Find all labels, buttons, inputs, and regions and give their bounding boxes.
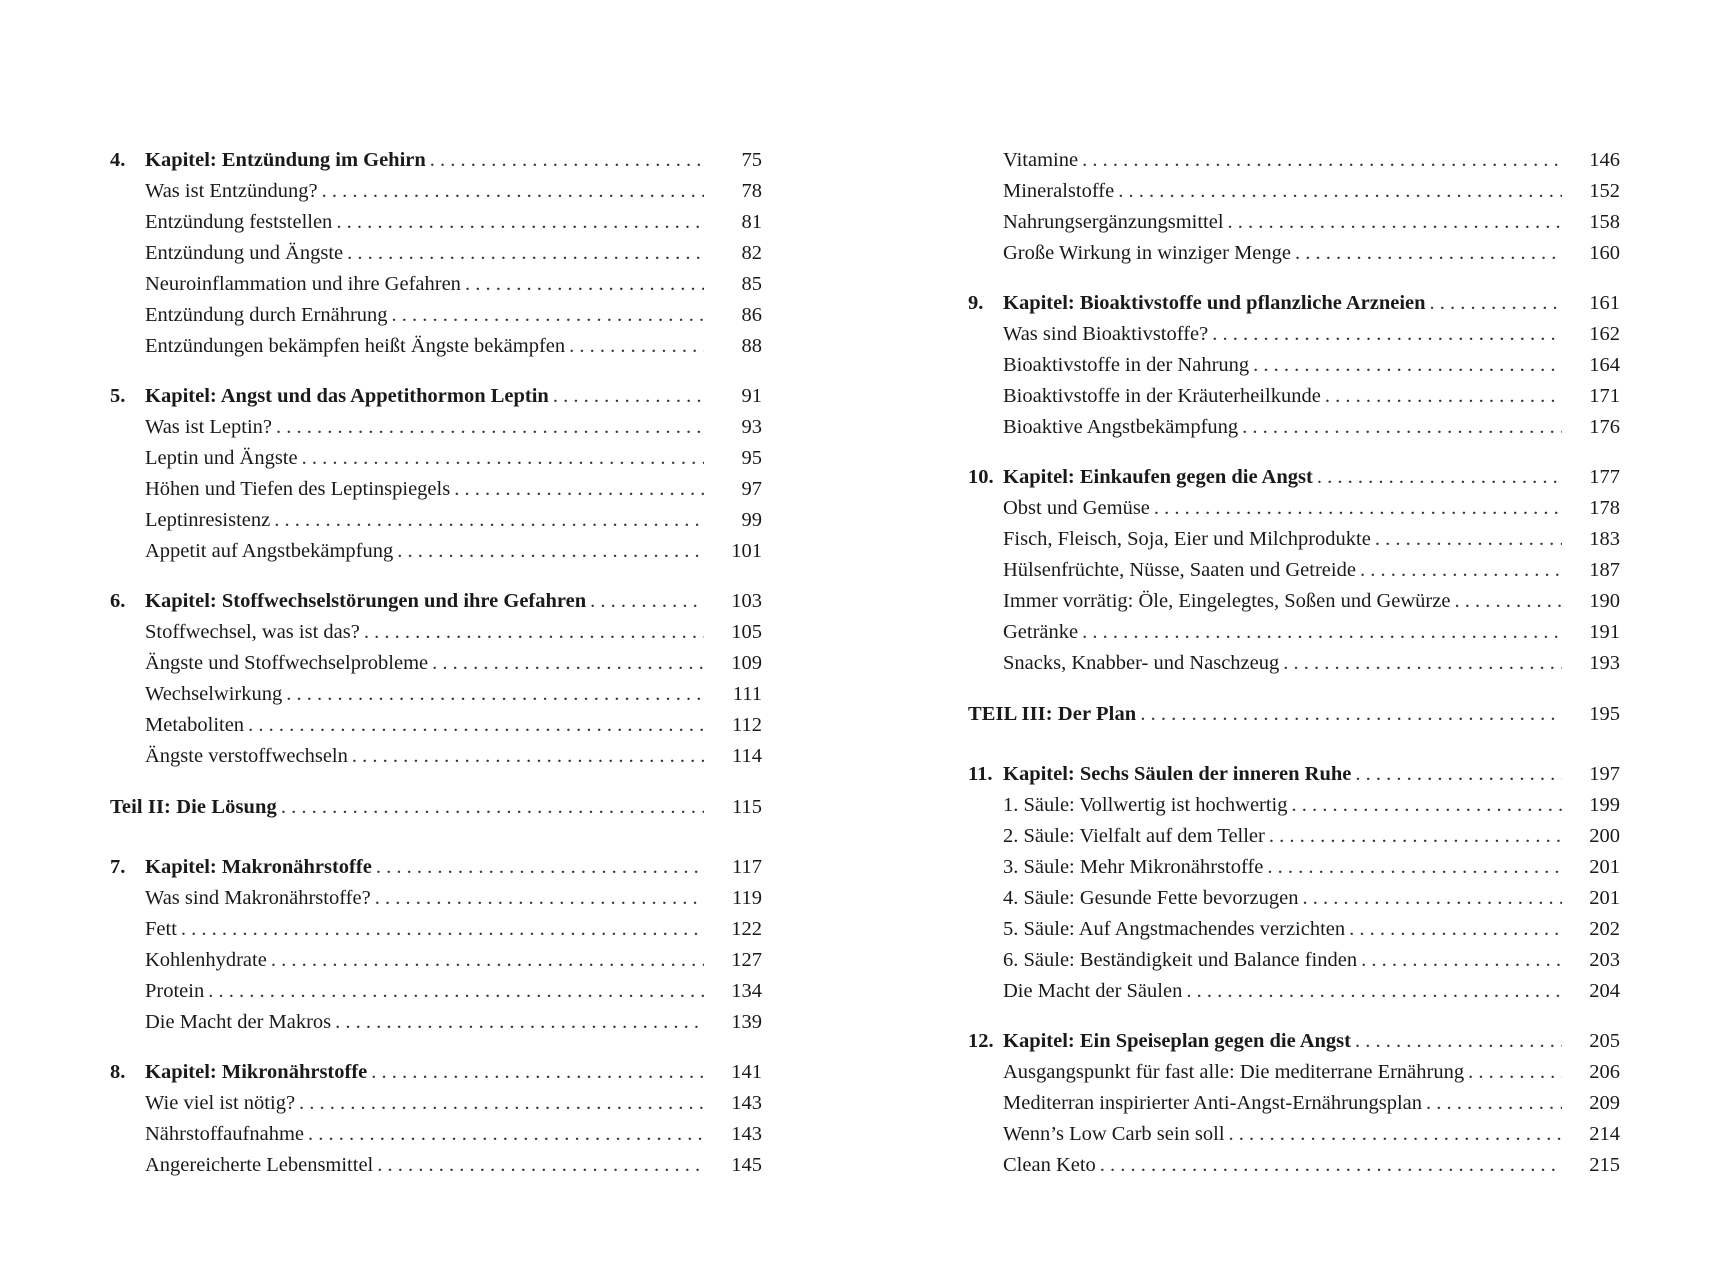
page-number: 206	[1589, 1061, 1620, 1083]
toc-entry	[110, 269, 762, 300]
chapter-number: 11.	[968, 763, 993, 785]
toc-chapter-heading	[110, 381, 762, 412]
dot-leader	[1154, 493, 1562, 524]
toc-entry	[110, 617, 762, 648]
page-number: 187	[1589, 559, 1620, 581]
dot-leader	[1302, 883, 1562, 914]
entry-title: Was ist Leptin?	[145, 416, 273, 438]
page-number: 81	[741, 211, 762, 233]
page-number: 117	[732, 856, 762, 878]
page-number: 201	[1589, 887, 1620, 909]
dot-leader	[1317, 462, 1562, 493]
dot-leader	[1267, 852, 1562, 883]
entry-title: Nährstoffaufnahme	[145, 1123, 305, 1145]
page-number: 141	[731, 1061, 762, 1083]
chapter-number: 5.	[110, 385, 126, 407]
dot-leader	[364, 617, 704, 648]
page-number: 127	[731, 949, 762, 971]
toc-entry	[110, 976, 762, 1007]
entry-title: Wenn’s Low Carb sein soll	[1003, 1123, 1225, 1145]
page-number: 93	[741, 416, 762, 438]
dot-leader	[286, 679, 704, 710]
entry-title: TEIL III: Der Plan	[968, 703, 1137, 725]
toc-chapter-heading	[110, 852, 762, 883]
page-number: 203	[1589, 949, 1620, 971]
entry-title: Kapitel: Bioaktivstoffe und pflanzliche Arzneien	[1003, 292, 1426, 314]
toc-section	[968, 759, 1620, 1007]
entry-title: Wie viel ist nötig?	[145, 1092, 296, 1114]
toc-section	[968, 1026, 1620, 1181]
dot-leader	[432, 648, 704, 679]
entry-title: 4. Säule: Gesunde Fette bevorzugen	[1003, 887, 1299, 909]
toc-entry	[110, 710, 762, 741]
page-number: 88	[741, 335, 762, 357]
entry-title: Stoffwechsel, was ist das?	[145, 621, 360, 643]
dot-leader	[1118, 176, 1562, 207]
entry-title: Kapitel: Ein Speiseplan gegen die Angst	[1003, 1030, 1351, 1052]
toc-entry	[110, 679, 762, 710]
dot-leader	[371, 1057, 704, 1088]
page-number: 201	[1589, 856, 1620, 878]
toc-entry	[968, 350, 1620, 381]
entry-title: Kohlenhydrate	[145, 949, 267, 971]
page-number: 205	[1589, 1030, 1620, 1052]
entry-title: Mediterran inspirierter Anti-Angst-Ernährungsplan	[1003, 1092, 1422, 1114]
toc-entry	[968, 1088, 1620, 1119]
chapter-number: 12.	[968, 1030, 994, 1052]
entry-title: Bioaktivstoffe in der Kräuterheilkunde	[1003, 385, 1321, 407]
toc-section	[968, 145, 1620, 269]
entry-title: Bioaktivstoffe in der Nahrung	[1003, 354, 1250, 376]
toc-entry	[968, 1057, 1620, 1088]
dot-leader	[553, 381, 704, 412]
toc-entry	[110, 238, 762, 269]
page-number: 122	[731, 918, 762, 940]
entry-title: Entzündung feststellen	[145, 211, 333, 233]
entry-title: Kapitel: Sechs Säulen der inneren Ruhe	[1003, 763, 1352, 785]
dot-leader	[1426, 1088, 1562, 1119]
toc-chapter-heading	[968, 1026, 1620, 1057]
toc-entry	[110, 1007, 762, 1038]
entry-title: Was sind Bioaktivstoffe?	[1003, 323, 1209, 345]
entry-title: 3. Säule: Mehr Mikronährstoffe	[1003, 856, 1264, 878]
toc-entry	[968, 238, 1620, 269]
dot-leader	[335, 1007, 704, 1038]
dot-leader	[1355, 759, 1562, 790]
page-number: 139	[731, 1011, 762, 1033]
dot-leader	[1242, 412, 1562, 443]
toc-right-page	[968, 145, 1620, 1200]
page-number: 171	[1589, 385, 1620, 407]
toc-entry	[968, 914, 1620, 945]
dot-leader	[1295, 238, 1562, 269]
toc-section	[968, 699, 1620, 730]
entry-title: Kapitel: Entzündung im Gehirn	[145, 149, 426, 171]
dot-leader	[1454, 586, 1562, 617]
toc-section	[110, 145, 762, 362]
dot-leader	[1349, 914, 1562, 945]
entry-title: 5. Säule: Auf Angstmachendes verzichten	[1003, 918, 1346, 940]
dot-leader	[1468, 1057, 1562, 1088]
toc-chapter-heading	[968, 462, 1620, 493]
toc-part-heading	[110, 792, 762, 823]
entry-title: Fett	[145, 918, 177, 940]
toc-chapter-heading	[968, 288, 1620, 319]
page-number: 190	[1589, 590, 1620, 612]
toc-entry	[110, 300, 762, 331]
dot-leader	[430, 145, 704, 176]
entry-title: Snacks, Knabber- und Naschzeug	[1003, 652, 1280, 674]
toc-entry	[968, 524, 1620, 555]
entry-title: Kapitel: Einkaufen gegen die Angst	[1003, 466, 1313, 488]
chapter-number: 10.	[968, 466, 994, 488]
toc-entry	[110, 1119, 762, 1150]
page-number: 161	[1589, 292, 1620, 314]
toc-section	[110, 381, 762, 567]
dot-leader	[397, 536, 704, 567]
toc-section	[968, 462, 1620, 679]
page-number: 112	[732, 714, 762, 736]
toc-entry	[968, 1119, 1620, 1150]
page-number: 86	[741, 304, 762, 326]
entry-title: Leptin und Ängste	[145, 447, 298, 469]
chapter-number: 4.	[110, 149, 126, 171]
entry-title: Angereicherte Lebensmittel	[145, 1154, 374, 1176]
page-number: 91	[741, 385, 762, 407]
dot-leader	[352, 741, 704, 772]
entry-title: Entzündung durch Ernährung	[145, 304, 388, 326]
entry-title: Kapitel: Stoffwechselstörungen und ihre Gefahren	[145, 590, 587, 612]
toc-chapter-heading	[110, 145, 762, 176]
dot-leader	[299, 1088, 704, 1119]
dot-leader	[376, 852, 704, 883]
dot-leader	[248, 710, 704, 741]
page-number: 162	[1589, 323, 1620, 345]
toc-section	[110, 852, 762, 1038]
dot-leader	[347, 238, 704, 269]
toc-entry	[110, 331, 762, 362]
entry-title: Ängste verstoffwechseln	[145, 745, 348, 767]
entry-title: Kapitel: Angst und das Appetithormon Leptin	[145, 385, 549, 407]
dot-leader	[336, 207, 704, 238]
entry-title: Protein	[145, 980, 205, 1002]
entry-title: Nahrungsergänzungsmittel	[1003, 211, 1224, 233]
chapter-number: 8.	[110, 1061, 126, 1083]
dot-leader	[465, 269, 704, 300]
toc-chapter-heading	[110, 1057, 762, 1088]
toc-entry	[968, 790, 1620, 821]
dot-leader	[302, 443, 704, 474]
page-number: 114	[732, 745, 762, 767]
entry-title: Ausgangspunkt für fast alle: Die mediterrane Ernährung	[1003, 1061, 1465, 1083]
dot-leader	[1375, 524, 1562, 555]
entry-title: Mineralstoffe	[1003, 180, 1115, 202]
entry-title: Entzündung und Ängste	[145, 242, 344, 264]
dot-leader	[375, 883, 704, 914]
dot-leader	[454, 474, 704, 505]
page-number: 111	[732, 683, 762, 705]
dot-leader	[181, 914, 704, 945]
dot-leader	[1228, 207, 1562, 238]
toc-entry	[968, 145, 1620, 176]
page-number: 193	[1589, 652, 1620, 674]
page-number: 177	[1589, 466, 1620, 488]
page-number: 164	[1589, 354, 1620, 376]
page-number: 97	[741, 478, 762, 500]
dot-leader	[1325, 381, 1562, 412]
page-number: 195	[1589, 703, 1620, 725]
toc-entry	[968, 555, 1620, 586]
entry-title: Obst und Gemüse	[1003, 497, 1150, 519]
page-number: 178	[1589, 497, 1620, 519]
dot-leader	[1100, 1150, 1562, 1181]
page-number: 134	[731, 980, 762, 1002]
toc-entry	[968, 381, 1620, 412]
entry-title: Große Wirkung in winziger Menge	[1003, 242, 1292, 264]
dot-leader	[392, 300, 704, 331]
entry-title: Entzündungen bekämpfen heißt Ängste bekämpfen	[145, 335, 566, 357]
toc-entry	[110, 207, 762, 238]
page-number: 197	[1589, 763, 1620, 785]
page-number: 183	[1589, 528, 1620, 550]
page-number: 99	[741, 509, 762, 531]
toc-entry	[110, 741, 762, 772]
dot-leader	[1253, 350, 1562, 381]
entry-title: Immer vorrätig: Öle, Eingelegtes, Soßen und Gewürze	[1003, 590, 1451, 612]
page-number: 215	[1589, 1154, 1620, 1176]
page-number: 143	[731, 1123, 762, 1145]
toc-chapter-heading	[968, 759, 1620, 790]
dot-leader	[569, 331, 704, 362]
dot-leader	[377, 1150, 704, 1181]
dot-leader	[1269, 821, 1562, 852]
entry-title: Kapitel: Mikronährstoffe	[145, 1061, 368, 1083]
dot-leader	[322, 176, 704, 207]
toc-left-page	[110, 145, 762, 1200]
dot-leader	[1355, 1026, 1562, 1057]
toc-entry	[110, 914, 762, 945]
entry-title: Wechselwirkung	[145, 683, 283, 705]
page-number: 143	[731, 1092, 762, 1114]
dot-leader	[1229, 1119, 1562, 1150]
dot-leader	[1082, 145, 1562, 176]
toc-entry	[968, 319, 1620, 350]
toc-entry	[110, 883, 762, 914]
page-number: 95	[741, 447, 762, 469]
toc-entry	[968, 586, 1620, 617]
toc-entry	[110, 474, 762, 505]
entry-title: Leptinresistenz	[145, 509, 271, 531]
entry-title: Fisch, Fleisch, Soja, Eier und Milchprodukte	[1003, 528, 1371, 550]
dot-leader	[1292, 790, 1562, 821]
dot-leader	[1082, 617, 1562, 648]
page-number: 85	[741, 273, 762, 295]
page-number: 199	[1589, 794, 1620, 816]
page-number: 82	[741, 242, 762, 264]
chapter-number: 7.	[110, 856, 126, 878]
toc-entry	[110, 536, 762, 567]
entry-title: Die Macht der Makros	[145, 1011, 332, 1033]
entry-title: Appetit auf Angstbekämpfung	[145, 540, 394, 562]
page-number: 75	[741, 149, 762, 171]
page-number: 204	[1589, 980, 1620, 1002]
toc-entry	[110, 1150, 762, 1181]
entry-title: Hülsenfrüchte, Nüsse, Saaten und Getreide	[1003, 559, 1356, 581]
page-number: 105	[731, 621, 762, 643]
entry-title: Kapitel: Makronährstoffe	[145, 856, 372, 878]
page-number: 78	[741, 180, 762, 202]
page-number: 200	[1589, 825, 1620, 847]
toc-section	[110, 792, 762, 823]
page-number: 109	[731, 652, 762, 674]
toc-entry	[110, 1088, 762, 1119]
page-number: 202	[1589, 918, 1620, 940]
toc-entry	[968, 821, 1620, 852]
toc-entry	[968, 176, 1620, 207]
toc-entry	[968, 648, 1620, 679]
chapter-number: 9.	[968, 292, 984, 314]
toc-entry	[968, 493, 1620, 524]
toc-entry	[110, 412, 762, 443]
dot-leader	[1186, 976, 1562, 1007]
entry-title: Ängste und Stoffwechselprobleme	[145, 652, 429, 674]
entry-title: Teil II: Die Lösung	[110, 796, 277, 818]
dot-leader	[1360, 555, 1562, 586]
dot-leader	[590, 586, 704, 617]
page-number: 214	[1589, 1123, 1620, 1145]
entry-title: 1. Säule: Vollwertig ist hochwertig	[1003, 794, 1288, 816]
page-number: 176	[1589, 416, 1620, 438]
page-number: 146	[1589, 149, 1620, 171]
dot-leader	[1283, 648, 1562, 679]
entry-title: Bioaktive Angstbekämpfung	[1003, 416, 1239, 438]
dot-leader	[281, 792, 704, 823]
toc-entry	[968, 1150, 1620, 1181]
toc-entry	[968, 412, 1620, 443]
toc-chapter-heading	[110, 586, 762, 617]
entry-title: Neuroinflammation und ihre Gefahren	[145, 273, 461, 295]
toc-part-heading	[968, 699, 1620, 730]
dot-leader	[1361, 945, 1562, 976]
toc-entry	[110, 443, 762, 474]
page-number: 158	[1589, 211, 1620, 233]
toc-entry	[968, 617, 1620, 648]
page-number: 145	[731, 1154, 762, 1176]
toc-entry	[110, 945, 762, 976]
dot-leader	[208, 976, 704, 1007]
toc-section	[110, 586, 762, 772]
chapter-number: 6.	[110, 590, 126, 612]
toc-entry	[968, 976, 1620, 1007]
toc-section	[968, 288, 1620, 443]
dot-leader	[1212, 319, 1562, 350]
dot-leader	[1430, 288, 1562, 319]
entry-title: Was sind Makronährstoffe?	[145, 887, 371, 909]
entry-title: Metaboliten	[145, 714, 245, 736]
page-number: 191	[1589, 621, 1620, 643]
dot-leader	[1140, 699, 1562, 730]
dot-leader	[271, 945, 704, 976]
entry-title: Clean Keto	[1003, 1154, 1096, 1176]
toc-section	[110, 1057, 762, 1181]
entry-title: 2. Säule: Vielfalt auf dem Teller	[1003, 825, 1265, 847]
entry-title: Höhen und Tiefen des Leptinspiegels	[145, 478, 451, 500]
toc-entry	[968, 883, 1620, 914]
toc-entry	[968, 945, 1620, 976]
page-number: 209	[1589, 1092, 1620, 1114]
page-number: 101	[731, 540, 762, 562]
page-number: 103	[731, 590, 762, 612]
dot-leader	[274, 505, 704, 536]
page-number: 152	[1589, 180, 1620, 202]
toc-entry	[110, 648, 762, 679]
entry-title: Getränke	[1003, 621, 1079, 643]
toc-entry	[110, 505, 762, 536]
dot-leader	[276, 412, 704, 443]
page-number: 115	[732, 796, 762, 818]
entry-title: Vitamine	[1003, 149, 1079, 171]
entry-title: Was ist Entzündung?	[145, 180, 318, 202]
entry-title: 6. Säule: Beständigkeit und Balance finden	[1003, 949, 1358, 971]
toc-entry	[968, 852, 1620, 883]
page-number: 160	[1589, 242, 1620, 264]
page-number: 119	[732, 887, 762, 909]
entry-title: Die Macht der Säulen	[1003, 980, 1183, 1002]
toc-entry	[110, 176, 762, 207]
dot-leader	[308, 1119, 704, 1150]
toc-entry	[968, 207, 1620, 238]
